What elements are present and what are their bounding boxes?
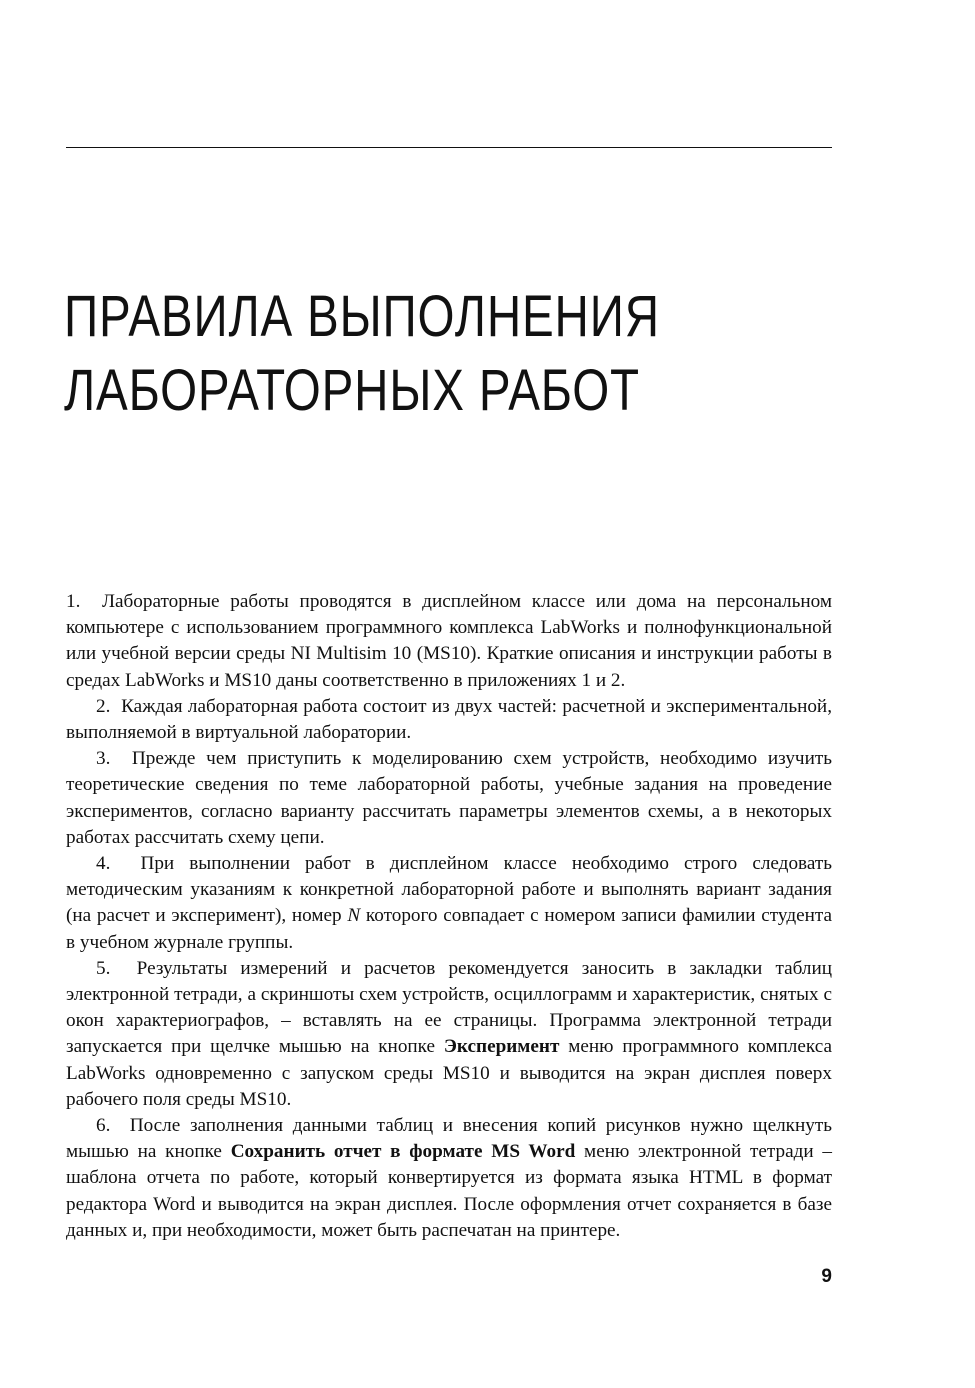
rule-item-3 bbox=[66, 746, 832, 851]
page-number: 9 bbox=[821, 1266, 832, 1287]
rule-number: 6. bbox=[96, 1115, 111, 1137]
rule-text: Лабораторные работы проводятся в дисплейном классе или дома на персональном компьютере с использованием программного комплекса LabWorks и полнофункциональной или учебной версии среды NI Multisim 10 (MS10). Краткие описания и инструкции работы в средах LabWorks и MS10 даны соответственно в приложениях 1 и 2. bbox=[66, 591, 832, 691]
rule-text: Прежде чем приступить к моделированию схем устройств, необходимо изучить теоретические сведения по теме лабораторной работы, учебные задания на проведение экспериментов, согласно варианту рассчитать параметры элементов схемы, а в некоторых работах рассчитать схему цепи. bbox=[66, 748, 832, 848]
rule-number: 5. bbox=[96, 957, 111, 979]
rule-text: меню электронной тетради – шаблона отчета по работе, который конвертируется из формата языка HTML в формат редактора Word и выводится на экран дисплея. После оформления отчет сохраняется в базе данных и, при необходимости, может быть распечатан на принтере. bbox=[66, 1141, 833, 1241]
rule-text: Каждая лабораторная работа состоит из двух частей: расчетной и экспериментальной, выполняемой в виртуальной лаборатории. bbox=[66, 695, 833, 744]
rule-number: 4. bbox=[96, 853, 111, 875]
variant-symbol: N bbox=[347, 905, 361, 927]
rule-item-4 bbox=[66, 851, 832, 956]
chapter-title-line-2: ЛАБОРАТОРНЫХ РАБОТ bbox=[64, 358, 640, 423]
rule-text: Результаты измерений и расчетов рекомендуется заносить в закладки таблиц электронной тетради, а скриншоты схем устройств, осциллограмм и характеристик, снятых с окон характериографов, – вставлять на ее страницы. Программа электронной тетради запускается при щелчке мышью на кнопке bbox=[66, 957, 832, 1058]
rule-item-1 bbox=[66, 589, 832, 694]
rule-item-5 bbox=[66, 956, 832, 1113]
rule-item-2 bbox=[66, 694, 832, 746]
rule-item-6 bbox=[66, 1113, 832, 1244]
rule-number: 3. bbox=[96, 748, 111, 770]
button-name-save-report: Сохранить отчет в формате MS Word bbox=[230, 1141, 576, 1163]
rule-number: 1. bbox=[66, 591, 81, 612]
rule-text: После заполнения данными таблиц и внесения копий рисунков нужно щелкнуть мышью на кнопке bbox=[66, 1115, 832, 1163]
rule-text: При выполнении работ в дисплейном классе необходимо строго следовать методическим указаниям к конкретной лабораторной работе и выполнять вариант задания (на расчет и эксперимент), номер bbox=[66, 853, 832, 927]
header-rule bbox=[66, 147, 832, 148]
chapter-title bbox=[64, 280, 720, 428]
chapter-title-line-1: ПРАВИЛА ВЫПОЛНЕНИЯ bbox=[64, 284, 660, 349]
rule-text: меню программного комплекса LabWorks одновременно с запуском среды MS10 и выводится на экран дисплея поверх рабочего поля среды MS10. bbox=[66, 1036, 832, 1110]
rule-text: которого совпадает с номером записи фамилии студента в учебном журнале группы. bbox=[66, 905, 832, 953]
rule-number: 2. bbox=[96, 695, 111, 717]
button-name-experiment: Эксперимент bbox=[443, 1036, 560, 1058]
rules-list bbox=[66, 589, 832, 1244]
